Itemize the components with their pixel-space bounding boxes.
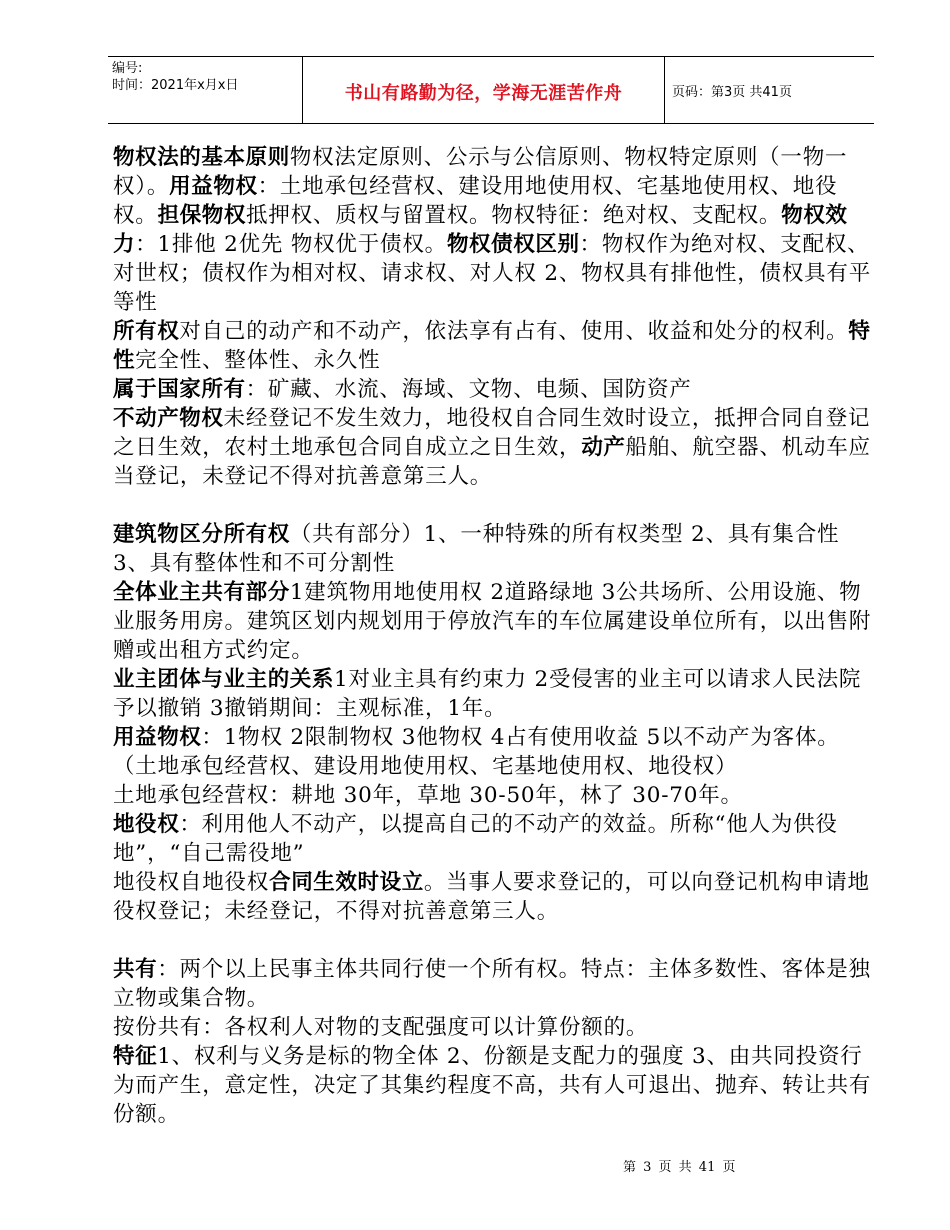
paragraph-spacer <box>113 926 873 955</box>
body-text: ：两个以上民事主体共同行使一个所有权。特点：主体多数性、客体是独立物或集合物。 <box>113 957 871 1011</box>
body-paragraph <box>113 723 873 781</box>
body-paragraph <box>113 404 873 491</box>
paragraph-spacer <box>113 491 873 520</box>
document-number-label: 编号: <box>112 61 143 76</box>
body-text: 。当事人要求登记的，可以向登记机构申请地役权登记；未经登记，不得对抗善意第三人。 <box>113 870 870 924</box>
header-divider <box>664 57 665 123</box>
body-text: 未经登记不发生效力，地役权自合同生效时设立，抵押合同自登记之日生效，农村土地承包合同自成立之日生效， <box>113 406 871 460</box>
body-paragraph <box>113 868 873 926</box>
bold-term: 特征 <box>113 1044 158 1069</box>
bold-term: 动产 <box>581 435 626 460</box>
bold-term: 物权法的基本原则 <box>113 145 290 170</box>
page-footer: 第 3 页 共 41 页 <box>623 1160 736 1175</box>
bold-term: 物权债权区别 <box>446 232 580 257</box>
body-text: 船舶、航空器、机动车应当登记，未登记不得对抗善意第三人。 <box>113 435 871 489</box>
bold-term: 用益物权 <box>113 725 202 750</box>
bold-term: 建筑物区分所有权 <box>113 522 290 547</box>
header-motto: 书山有路勤为径，学海无涯苦作舟 <box>344 83 623 104</box>
body-text: 1、权利与义务是标的物全体 2、份额是支配力的强度 3、由共同投资行为而产生，意定性，决定了其集约程度不高，共有人可退出、抛弃、转让共有份额。 <box>113 1044 872 1127</box>
body-paragraph <box>113 810 873 868</box>
bold-term: 共有 <box>113 957 158 982</box>
bold-term: 担保物权 <box>157 203 247 228</box>
bold-term: 合同生效时设立 <box>269 870 424 895</box>
body-text: 对自己的动产和不动产，依法享有占有、使用、收益和处分的权利。 <box>179 319 849 344</box>
bold-term: 属于国家所有 <box>113 377 246 402</box>
body-text: ：物权作为绝对权、支配权、对世权；债权作为相对权、请求权、对人权 2、物权具有排他性，债权具有平等性 <box>113 232 872 315</box>
page-header <box>108 56 874 124</box>
body-paragraph <box>113 143 873 317</box>
body-text: ：1物权 2限制物权 3他物权 4占有使用收益 5以不动产为客体。（土地承包经营权、建设用地使用权、宅基地使用权、地役权） <box>113 725 840 779</box>
body-text: 土地承包经营权：耕地 30年，草地 30-50年，林了 30-70年。 <box>113 783 743 808</box>
document-body <box>113 143 873 1129</box>
bold-term: 全体业主共有部分 <box>113 580 290 605</box>
body-text: ：1排他 2优先 物权优于债权。 <box>135 232 447 257</box>
body-text: 按份共有：各权利人对物的支配强度可以计算份额的。 <box>113 1015 649 1040</box>
body-text: 完全性、整体性、永久性 <box>135 348 381 373</box>
bold-term: 所有权 <box>113 319 180 344</box>
body-paragraph <box>113 578 873 665</box>
bold-term: 业主团体与业主的关系 <box>113 667 335 692</box>
header-meta <box>112 60 238 94</box>
body-paragraph <box>113 781 873 810</box>
body-paragraph <box>113 665 873 723</box>
body-text: 1对业主具有约束力 2受侵害的业主可以请求人民法院予以撤销 3撤销期间：主观标准，1年。 <box>113 667 862 721</box>
body-paragraph <box>113 375 873 404</box>
bold-term: 特性 <box>113 319 871 373</box>
body-paragraph <box>113 1013 873 1042</box>
body-text: ：利用他人不动产，以提高自己的不动产的效益。所称“他人为供役地”，“自己需役地” <box>113 812 838 866</box>
body-text: ：土地承包经营权、建设用地使用权、宅基地使用权、地役权。 <box>113 174 838 228</box>
document-time-label: 时间：2021年x月x日 <box>112 78 239 93</box>
bold-term: 物权效力 <box>113 203 848 257</box>
bold-term: 用益物权 <box>169 174 258 199</box>
bold-term: 地役权 <box>113 812 180 837</box>
body-text: ：矿藏、水流、海域、文物、电频、国防资产 <box>245 377 692 402</box>
body-paragraph <box>113 520 873 578</box>
header-page-number: 页码：第3页 共41页 <box>672 85 792 100</box>
body-paragraph <box>113 955 873 1013</box>
body-text: 物权法定原则、公示与公信原则、物权特定原则（一物一权）。 <box>113 145 848 199</box>
body-paragraph <box>113 317 873 375</box>
body-text: 1建筑物用地使用权 2道路绿地 3公共场所、公用设施、物业服务用房。建筑区划内规划用于停放汽车的车位属建设单位所有，以出售附赠或出租方式约定。 <box>113 580 872 663</box>
body-text: 地役权自地役权 <box>113 870 270 895</box>
body-paragraph <box>113 1042 873 1129</box>
body-text: 抵押权、质权与留置权。物权特征：绝对权、支配权。 <box>246 203 782 228</box>
body-text: （共有部分）1、一种特殊的所有权类型 2、具有集合性 3、具有整体性和不可分割性 <box>113 522 840 576</box>
bold-term: 不动产物权 <box>113 406 224 431</box>
